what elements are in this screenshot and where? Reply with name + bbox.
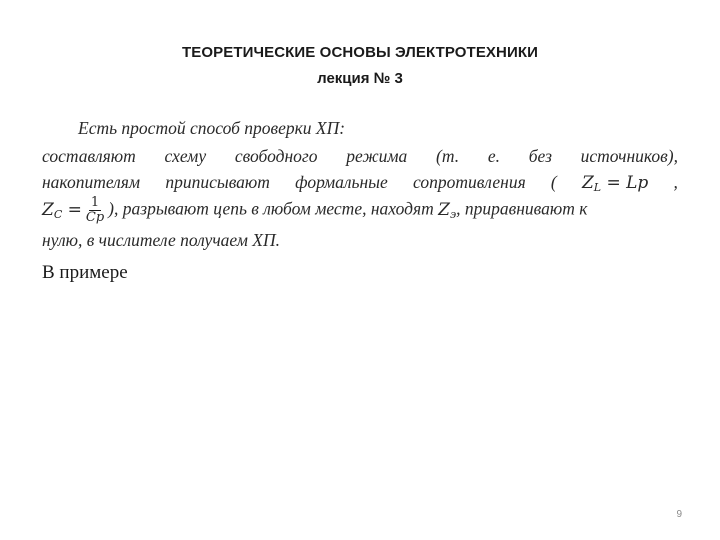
- word: сопротивления: [412, 172, 526, 192]
- word: формальные: [295, 172, 388, 192]
- paragraph-line-1: Есть простой способ проверки ХП:: [78, 118, 346, 138]
- word: источников),: [580, 146, 678, 166]
- formula-zc: [42, 200, 82, 220]
- zc-subscript: C: [53, 207, 63, 221]
- comma: ,: [673, 172, 678, 192]
- ze-subscript: э: [449, 207, 457, 221]
- fraction-numerator: 1: [90, 195, 100, 210]
- ze-symbol: Z: [438, 199, 450, 220]
- open-paren: (: [550, 172, 557, 192]
- word: режима: [346, 146, 408, 166]
- line4-tail: , приравнивают к: [456, 198, 588, 219]
- fraction-denominator: Cp: [85, 210, 105, 225]
- formula-ze: [438, 200, 456, 220]
- paragraph-line-3: [42, 172, 678, 194]
- word: без: [528, 146, 552, 166]
- line4-text: ), разрывают цепь в любом месте, находят: [108, 198, 434, 219]
- example-heading: В примере: [42, 262, 128, 283]
- word: е.: [487, 146, 500, 166]
- word: накопителям: [42, 172, 141, 192]
- zc-equals: =: [67, 199, 82, 220]
- zc-symbol: Z: [42, 199, 54, 220]
- word: составляют: [42, 146, 136, 166]
- zl-equation: = Lp: [606, 173, 649, 193]
- word: свободного: [234, 146, 318, 166]
- page-number: 9: [676, 509, 682, 520]
- paragraph-line-5: нулю, в числителе получаем ХП.: [42, 230, 281, 250]
- slide-subtitle: лекция № 3: [317, 70, 403, 87]
- formula-zl: [582, 173, 648, 194]
- paragraph-line-4: [42, 196, 678, 225]
- fraction-1-over-cp: [84, 196, 106, 225]
- word: приписывают: [165, 172, 270, 192]
- zl-symbol: Z: [581, 173, 594, 193]
- word: схему: [164, 146, 207, 166]
- slide-title: ТЕОРЕТИЧЕСКИЕ ОСНОВЫ ЭЛЕКТРОТЕХНИКИ: [182, 44, 538, 61]
- zl-subscript: L: [593, 181, 602, 194]
- paragraph-line-2: [42, 146, 678, 167]
- word: (т.: [436, 146, 460, 166]
